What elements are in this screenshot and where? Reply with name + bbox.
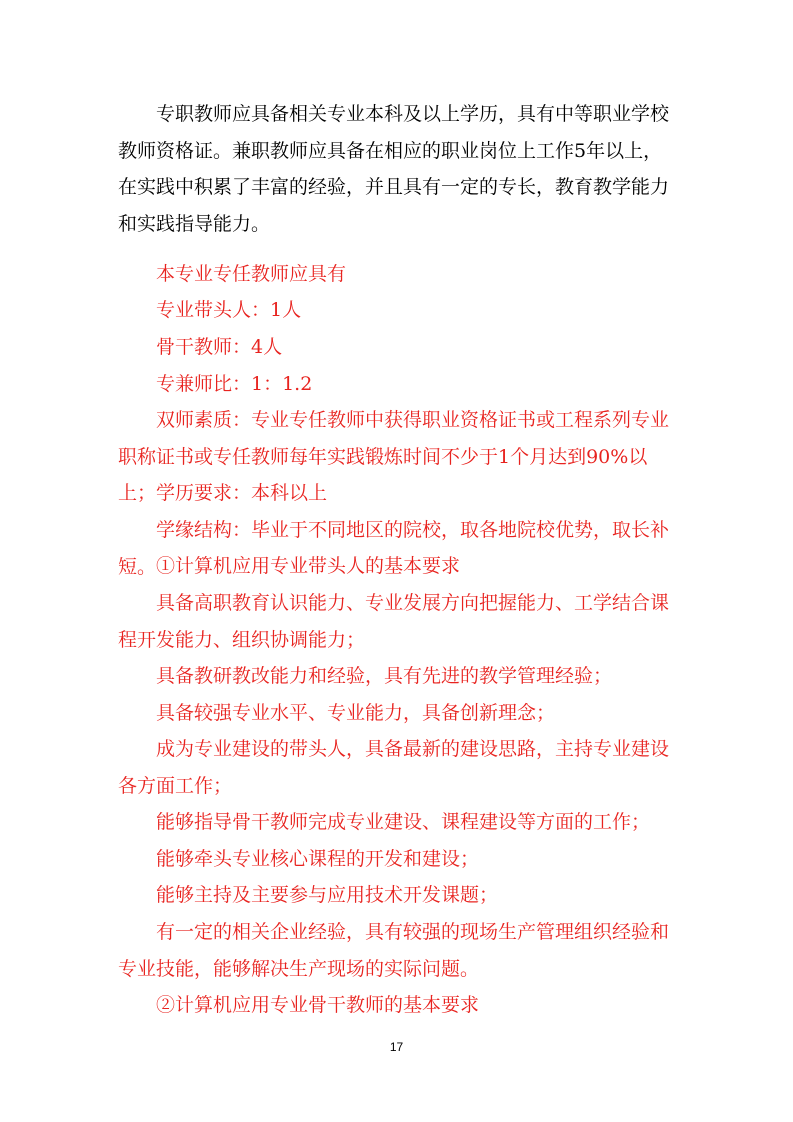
paragraph-lead-research: 具备教研教改能力和经验，具有先进的教学管理经验； <box>156 665 613 687</box>
paragraph-lead-research-topics: 能够主持及主要参与应用技术开发课题； <box>156 884 499 906</box>
paragraph-backbone-count: 骨干教师：4人 <box>156 336 283 358</box>
heading-backbone-requirements: ②计算机应用专业骨干教师的基本要求 <box>156 994 480 1016</box>
page-number: 17 <box>389 1040 404 1054</box>
paragraph-academic-origin: 学缘结构：毕业于不同地区的院校，取各地院校优势，取长补短。 <box>118 519 670 578</box>
paragraph-lead-core-courses: 能够牵头专业核心课程的开发和建设； <box>156 848 480 870</box>
paragraph-lead-guide: 能够指导骨干教师完成专业建设、课程建设等方面的工作； <box>156 811 651 833</box>
paragraph-lead-construction: 成为专业建设的带头人，具备最新的建设思路，主持专业建设各方面工作； <box>118 738 670 797</box>
paragraph-education-requirement: 学历要求：本科以上 <box>156 482 328 504</box>
paragraph-dual-qualified: 双师素质：专业专任教师中获得职业资格证书或工程系列专业职称证书或专任教师每年实践锻炼时间不少于1个月达到90%以上； <box>118 409 670 505</box>
heading-lead-requirements: ①计算机应用专业带头人的基本要求 <box>156 555 461 577</box>
paragraph-lead-enterprise: 有一定的相关企业经验，具有较强的现场生产管理组织经验和专业技能，能够解决生产现场的实际问题。 <box>118 921 670 980</box>
paragraph-lead-count: 专业带头人：1人 <box>156 299 302 321</box>
paragraph-lead-abilities: 具备高职教育认识能力、专业发展方向把握能力、工学结合课程开发能力、组织协调能力； <box>118 592 670 651</box>
paragraph-ratio: 专兼师比：1：1.2 <box>156 373 313 395</box>
paragraph-staffing-intro: 本专业专任教师应具有 <box>156 263 347 285</box>
paragraph-teacher-qualification: 专职教师应具备相关专业本科及以上学历，具有中等职业学校教师资格证。兼职教师应具备在相应的职业岗位上工作5年以上，在实践中积累了丰富的经验，并且具有一定的专长，教育教学能力和实践指导能力。 <box>118 103 670 235</box>
paragraph-lead-professional: 具备较强专业水平、专业能力，具备创新理念； <box>156 702 556 724</box>
